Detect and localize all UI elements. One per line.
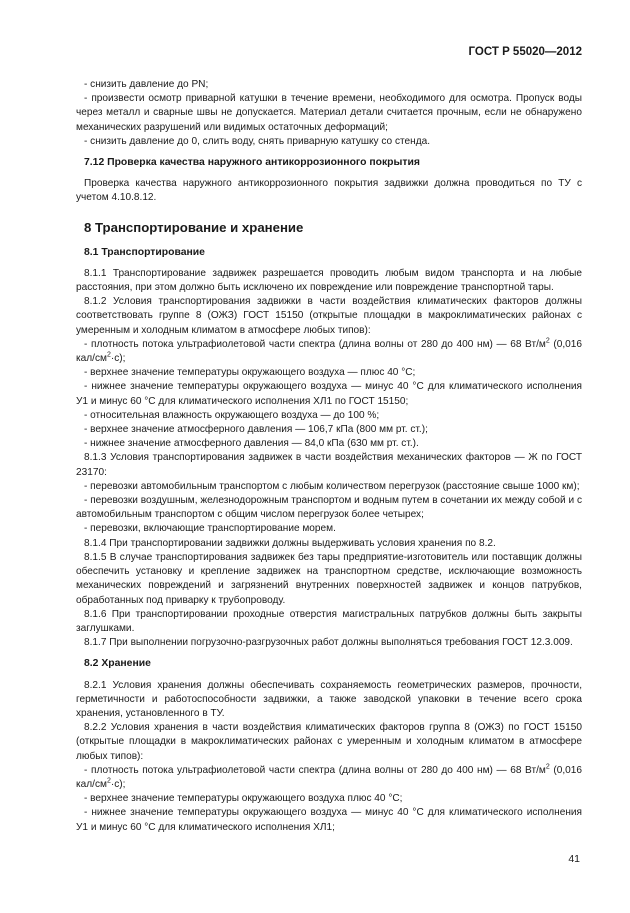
paragraph: 8.1.4 При транспортировании задвижки должны выдерживать условия хранения по 8.2. — [84, 537, 496, 549]
list-item: - плотность потока ультрафиолетовой части спектра (длина волны от 280 до 400 нм) — 68 $Вт/м^2$ (0,016 кал/$см^2\cdot с$); — [76, 763, 582, 790]
paragraph: 8.2.2 Условия хранения в части воздействия климатических факторов группа 8 (ОЖЗ) по ГОСТ 15150 (открытые площадки в макроклиматических районах с умеренным и холодным климатом в атмосфере любых типов): — [76, 722, 582, 762]
paragraph: 8.1.6 При транспортировании проходные отверстия магистральных патрубков должны быть закрыты заглушками. — [76, 608, 582, 634]
list-item: - верхнее значение температуры окружающего воздуха плюс 40 °С; — [84, 793, 403, 805]
page-number: 41 — [568, 853, 580, 865]
paragraph: 8.1.2 Условия транспортирования задвижки в части воздействия климатических факторов должны соответствовать группе 8 (ОЖЗ) ГОСТ 15150 (открытые площадки в макроклиматических районах с умеренным и холодным климатом в атмосфере любых типов): — [76, 296, 582, 336]
list-item: - верхнее значение атмосферного давления — 106,7 кПа (800 мм рт. ст.); — [84, 424, 428, 436]
section-8-title: 8 Транспортирование и хранение — [84, 219, 304, 235]
paragraph: 8.1.5 В случае транспортирования задвижек без тары предприятие-изготовитель или поставщик должны обеспечить установку и крепление задвижек на транспортном средстве, исключающие возможность механических повреждений и загрязнений внутренних поверхностей задвижек и концов патрубков, обработанных под приварку к трубопроводу. — [76, 551, 582, 606]
section-8-2-title: 8.2 Хранение — [84, 658, 151, 670]
list-item: - плотность потока ультрафиолетовой части спектра (длина волны от 280 до 400 нм) — 68 $Вт/м^2$ (0,016 кал/$см^2\cdot с$); — [76, 337, 582, 365]
list-item: - снизить давление до 0, слить воду, снять приварную катушку со стенда. — [84, 135, 430, 147]
list-item: - произвести осмотр приварной катушки в течение времени, необходимого для осмотра. Пропуск воды через металл и сварные швы не допускается. Материал детали считается прочным, если не обнаружено механических разрушений или видимых остаточных деформаций; — [76, 93, 582, 133]
section-7-12-title: 7.12 Проверка качества наружного антикоррозионного покрытия — [84, 157, 420, 169]
paragraph: 8.1.3 Условия транспортирования задвижек в части воздействия механических факторов — Ж по ГОСТ 23170: — [76, 452, 582, 478]
section-8-1-title: 8.1 Транспортирование — [84, 246, 205, 258]
paragraph: 8.1.7 При выполнении погрузочно-разгрузочных работ должны выполняться требования ГОСТ 12.3.009. — [84, 637, 573, 649]
section-7-12-text: Проверка качества наружного антикоррозионного покрытия задвижки должна проводиться по ТУ с учетом 4.10.8.12. — [76, 178, 582, 204]
paragraph: 8.1.1 Транспортирование задвижек разрешается проводить любым видом транспорта и на любые расстояния, при этом должно быть исключено их повреждение или повреждение транспортной тары. — [76, 267, 582, 294]
list-item: - перевозки автомобильным транспортом с любым количеством перегрузок (расстояние свыше 1000 км); — [84, 480, 580, 492]
list-item: - перевозки воздушным, железнодорожным транспортом и водным путем в сочетании их между собой и с автомобильным транспортом с общим числом перегрузок более четырех; — [76, 495, 582, 521]
list-item: - перевозки, включающие транспортирование морем. — [84, 523, 336, 535]
page-content — [76, 78, 582, 835]
paragraph: 8.2.1 Условия хранения должны обеспечивать сохраняемость геометрических размеров, прочности, герметичности и работоспособности задвижки, а также заводской упаковки в течение всего срока хранения, установленного в ТУ. — [76, 679, 582, 719]
list-item: - нижнее значение атмосферного давления — 84,0 кПа (630 мм рт. ст.). — [84, 438, 419, 450]
list-item: - снизить давление до PN; — [84, 79, 209, 90]
standard-header: ГОСТ Р 55020—2012 — [468, 46, 582, 58]
list-item: - верхнее значение температуры окружающего воздуха — плюс 40 °С; — [84, 367, 416, 379]
list-item: - нижнее значение температуры окружающего воздуха — минус 40 °С для климатического исполнения У1 и минус 60 °С для климатического исполнения ХЛ1; — [76, 807, 582, 833]
list-item: - относительная влажность окружающего воздуха — до 100 %; — [84, 409, 380, 421]
list-item: - нижнее значение температуры окружающего воздуха — минус 40 °С для климатического исполнения У1 и минус 60 °С для климатического исполнения ХЛ1 по ГОСТ 15150; — [76, 381, 582, 407]
